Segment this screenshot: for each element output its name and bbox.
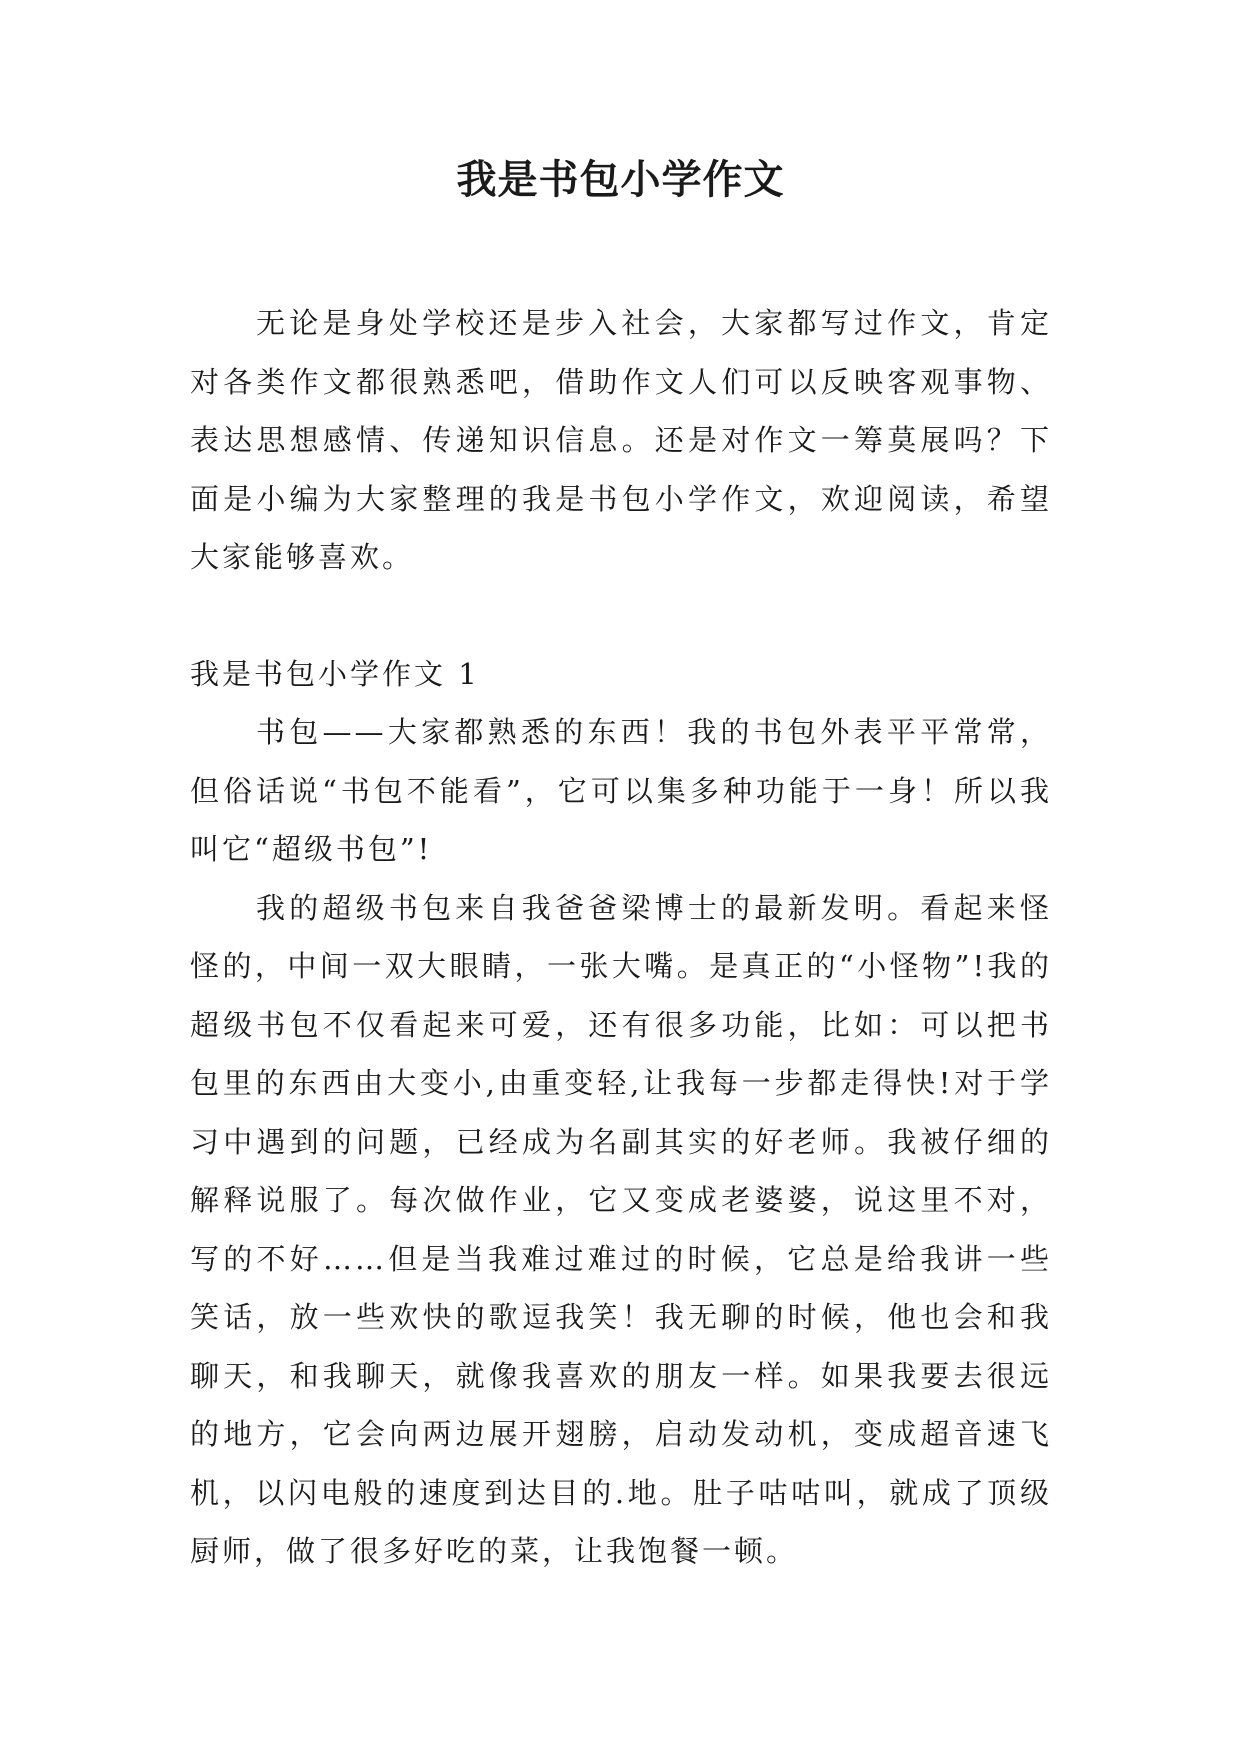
intro-paragraph: 无论是身处学校还是步入社会，大家都写过作文，肯定对各类作文都很熟悉吧，借助作文人们可以反映客观事物、表达思想感情、传递知识信息。还是对作文一筹莫展吗？下面是小编为大家整理的我是书包小学作文，欢迎阅读，希望大家能够喜欢。 — [190, 306, 1052, 574]
document-body — [190, 294, 1052, 1581]
body-paragraph-2: 我的超级书包来自我爸爸梁博士的最新发明。看起来怪怪的，中间一双大眼睛，一张大嘴。是真正的“小怪物”!我的超级书包不仅看起来可爱，还有很多功能，比如：可以把书包里的东西由大变小,由重变轻,让我每一步都走得快!对于学习中遇到的问题，已经成为名副其实的好老师。我被仔细的解释说服了。每次做作业，它又变成老婆婆，说这里不对，写的不好……但是当我难过难过的时候，它总是给我讲一些笑话，放一些欢快的歌逗我笑！我无聊的时候，他也会和我聊天，和我聊天，就像我喜欢的朋友一样。如果我要去很远的地方，它会向两边展开翅膀，启动发动机，变成超音速飞机，以闪电般的速度到达目的.地。肚子咕咕叫，就成了顶级厨师，做了很多好吃的菜，让我饱餐一顿。 — [190, 890, 1052, 1568]
section-heading: 我是书包小学作文 1 — [190, 656, 480, 691]
document-title: 我是书包小学作文 — [456, 156, 785, 203]
paragraph-gap — [190, 587, 1052, 645]
body-paragraph-1: 书包——大家都熟悉的东西！我的书包外表平平常常，但俗话说“书包不能看”，它可以集多种功能于一身！所以我叫它“超级书包”! — [190, 715, 1052, 866]
